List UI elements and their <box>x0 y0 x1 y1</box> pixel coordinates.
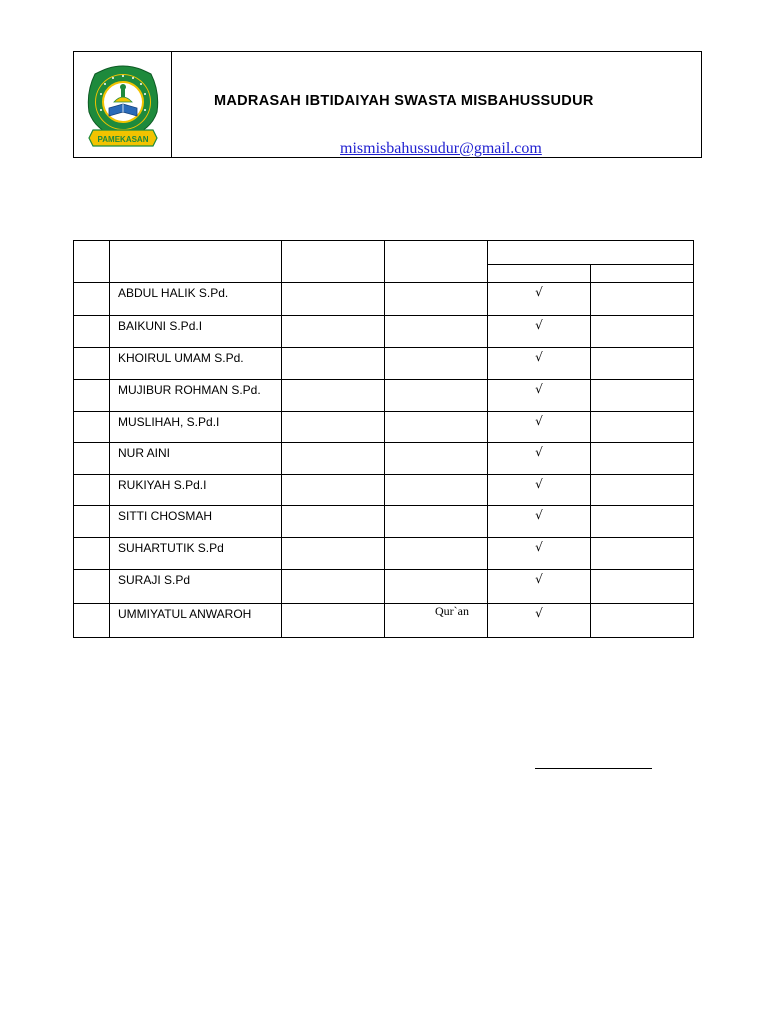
row-number-cell <box>74 475 110 506</box>
check-mark: √ <box>488 475 591 506</box>
header-cell-group <box>488 241 694 265</box>
logo-banner-text: PAMEKASAN <box>97 135 149 144</box>
check-mark: √ <box>488 316 591 348</box>
check-cell-2 <box>591 412 694 443</box>
table-row <box>74 412 694 443</box>
table-row <box>74 604 694 638</box>
empty-cell <box>282 604 385 638</box>
letterhead <box>73 51 702 158</box>
logo-cell <box>74 52 172 157</box>
table-row <box>74 475 694 506</box>
subject-cell: Qur`an <box>385 604 488 638</box>
header-row-1 <box>74 241 694 265</box>
header-cell-sub1 <box>488 265 591 283</box>
table-row <box>74 348 694 380</box>
teacher-name: BAIKUNI S.Pd.I <box>110 316 282 348</box>
school-logo <box>83 64 163 150</box>
empty-cell <box>282 348 385 380</box>
row-number-cell <box>74 283 110 316</box>
row-number-cell <box>74 443 110 475</box>
check-cell-2 <box>591 475 694 506</box>
row-number-cell <box>74 538 110 570</box>
row-number-cell <box>74 570 110 604</box>
table-row <box>74 506 694 538</box>
empty-cell <box>282 316 385 348</box>
teacher-name: SUHARTUTIK S.Pd <box>110 538 282 570</box>
check-mark: √ <box>488 443 591 475</box>
empty-cell <box>282 475 385 506</box>
check-cell-2 <box>591 380 694 412</box>
header-cell-sub2 <box>591 265 694 283</box>
check-cell-2 <box>591 570 694 604</box>
teacher-name: MUSLIHAH, S.Pd.I <box>110 412 282 443</box>
teacher-name: RUKIYAH S.Pd.I <box>110 475 282 506</box>
table-row <box>74 283 694 316</box>
table-row <box>74 380 694 412</box>
subject-cell <box>385 283 488 316</box>
teacher-name: UMMIYATUL ANWAROH <box>110 604 282 638</box>
row-number-cell <box>74 316 110 348</box>
empty-cell <box>282 412 385 443</box>
empty-cell <box>282 443 385 475</box>
table-row <box>74 316 694 348</box>
subject-cell <box>385 475 488 506</box>
signature-line <box>535 768 652 769</box>
subject-cell <box>385 380 488 412</box>
check-cell-2 <box>591 538 694 570</box>
teacher-name: KHOIRUL UMAM S.Pd. <box>110 348 282 380</box>
subject-cell <box>385 316 488 348</box>
row-number-cell <box>74 506 110 538</box>
check-mark: √ <box>488 506 591 538</box>
header-cell-col3 <box>282 241 385 283</box>
empty-cell <box>282 538 385 570</box>
check-cell-2 <box>591 348 694 380</box>
school-name: MADRASAH IBTIDAIYAH SWASTA MISBAHUSSUDUR <box>214 93 594 109</box>
table-row <box>74 538 694 570</box>
row-number-cell <box>74 348 110 380</box>
teacher-name: SITTI CHOSMAH <box>110 506 282 538</box>
check-cell-2 <box>591 316 694 348</box>
subject-cell <box>385 348 488 380</box>
table-row <box>74 443 694 475</box>
check-mark: √ <box>488 348 591 380</box>
empty-cell <box>282 570 385 604</box>
row-number-cell <box>74 604 110 638</box>
check-mark: √ <box>488 412 591 443</box>
subject-cell <box>385 570 488 604</box>
header-cell-col4 <box>385 241 488 283</box>
teacher-table <box>73 240 694 638</box>
subject-cell <box>385 506 488 538</box>
header-cell-name <box>110 241 282 283</box>
check-cell-2 <box>591 283 694 316</box>
empty-cell <box>282 506 385 538</box>
email-link[interactable]: mismisbahussudur@gmail.com <box>340 140 542 157</box>
row-number-cell <box>74 380 110 412</box>
check-mark: √ <box>488 538 591 570</box>
subject-cell <box>385 443 488 475</box>
subject-cell <box>385 538 488 570</box>
row-number-cell <box>74 412 110 443</box>
check-mark: √ <box>488 283 591 316</box>
check-cell-2 <box>591 443 694 475</box>
table-row <box>74 570 694 604</box>
empty-cell <box>282 380 385 412</box>
check-mark: √ <box>488 604 591 638</box>
teacher-name: NUR AINI <box>110 443 282 475</box>
header-cell-no <box>74 241 110 283</box>
teacher-name: SURAJI S.Pd <box>110 570 282 604</box>
teacher-name: ABDUL HALIK S.Pd. <box>110 283 282 316</box>
empty-cell <box>282 283 385 316</box>
check-cell-2 <box>591 506 694 538</box>
check-mark: √ <box>488 570 591 604</box>
subject-cell <box>385 412 488 443</box>
teacher-name: MUJIBUR ROHMAN S.Pd. <box>110 380 282 412</box>
check-mark: √ <box>488 380 591 412</box>
check-cell-2 <box>591 604 694 638</box>
